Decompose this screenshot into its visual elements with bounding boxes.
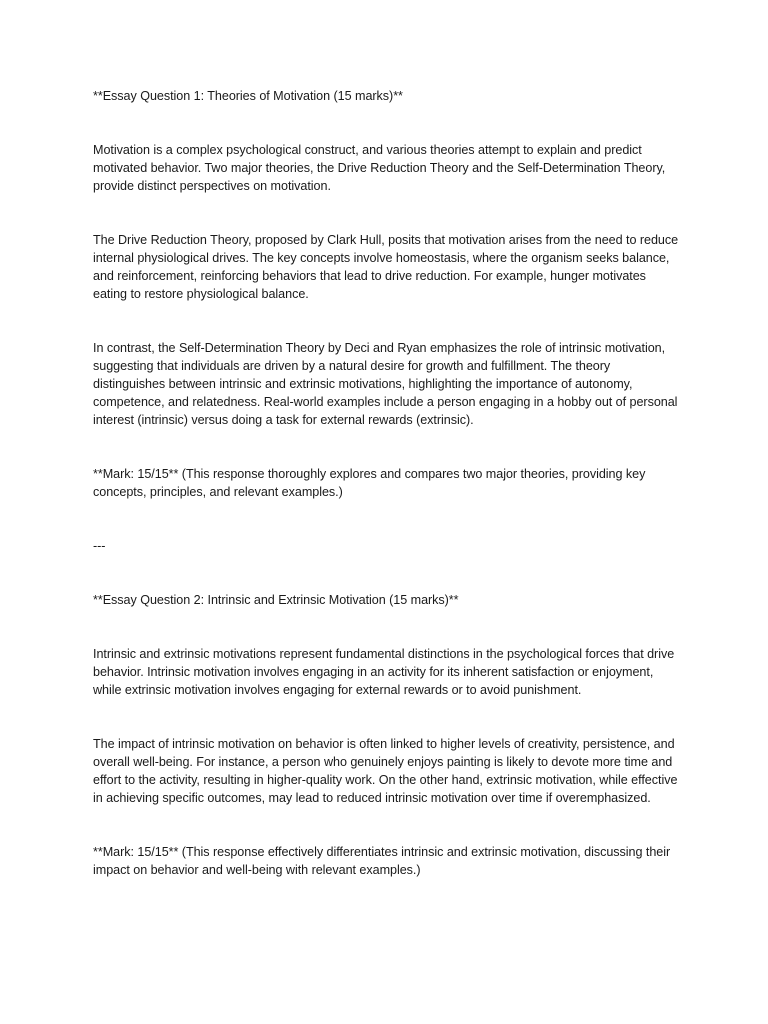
question-2-mark: **Mark: 15/15** (This response effectively differentiates intrinsic and extrinsic motivation, discussing their impact on behavior and well-being with relevant examples.) xyxy=(93,845,671,877)
question-1-mark: **Mark: 15/15** (This response thoroughly explores and compares two major theories, providing key concepts, principles, and relevant examples.) xyxy=(93,467,646,499)
spacer xyxy=(93,699,683,735)
spacer xyxy=(93,105,683,141)
spacer xyxy=(93,555,683,591)
question-2-heading: **Essay Question 2: Intrinsic and Extrinsic Motivation (15 marks)** xyxy=(93,593,459,607)
question-2-paragraph-1: Intrinsic and extrinsic motivations represent fundamental distinctions in the psychological forces that drive behavior. Intrinsic motivation involves engaging in an activity for its inherent satisfaction or enjoyment, while extrinsic motivation involves engaging for external rewards or to avoid punishment. xyxy=(93,647,675,697)
spacer xyxy=(93,609,683,645)
question-1-paragraph-3: In contrast, the Self-Determination Theory by Deci and Ryan emphasizes the role of intrinsic motivation, suggesting that individuals are driven by a natural desire for growth and fulfillment. The theory distinguishes between intrinsic and extrinsic motivations, highlighting the importance of autonomy, competence, and relatedness. Real-world examples include a person engaging in a hobby out of personal interest (intrinsic) versus doing a task for external rewards (extrinsic). xyxy=(93,341,678,427)
section-separator: --- xyxy=(93,539,106,553)
spacer xyxy=(93,195,683,231)
question-1-paragraph-2: The Drive Reduction Theory, proposed by Clark Hull, posits that motivation arises from the need to reduce internal physiological drives. The key concepts involve homeostasis, where the organism seeks balance, and reinforcement, reinforcing behaviors that lead to drive reduction. For example, hunger motivates eating to restore physiological balance. xyxy=(93,233,679,301)
spacer xyxy=(93,303,683,339)
question-2-paragraph-2: The impact of intrinsic motivation on behavior is often linked to higher levels of creativity, persistence, and overall well-being. For instance, a person who genuinely enjoys painting is likely to devote more time and effort to the activity, resulting in higher-quality work. On the other hand, extrinsic motivation, while effective in achieving specific outcomes, may lead to reduced intrinsic motivation over time if overemphasized. xyxy=(93,737,678,805)
document-page xyxy=(93,87,683,879)
spacer xyxy=(93,429,683,465)
question-1-heading: **Essay Question 1: Theories of Motivation (15 marks)** xyxy=(93,89,403,103)
spacer xyxy=(93,807,683,843)
spacer xyxy=(93,501,683,537)
question-1-paragraph-1: Motivation is a complex psychological construct, and various theories attempt to explain and predict motivated behavior. Two major theories, the Drive Reduction Theory and the Self-Determination Theory, provide distinct perspectives on motivation. xyxy=(93,143,666,193)
